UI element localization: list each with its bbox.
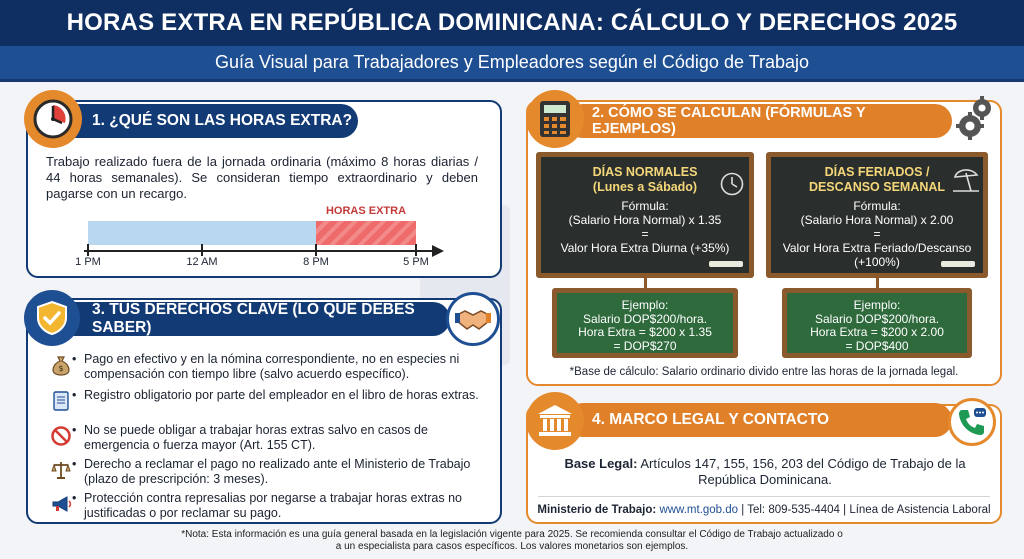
holiday-equals: = bbox=[873, 227, 881, 241]
tick-4 bbox=[415, 244, 417, 256]
normal-formula-label: Fórmula: bbox=[621, 199, 669, 213]
overtime-label: HORAS EXTRA bbox=[325, 205, 407, 217]
holiday-example-3: = DOP$400 bbox=[845, 338, 909, 353]
contact-details: | Tel: 809-535-4404 | Línea de Asistencia Laboral bbox=[738, 504, 991, 516]
chalk-piece bbox=[709, 261, 743, 267]
document-icon bbox=[50, 390, 72, 412]
scales-icon bbox=[50, 459, 72, 481]
handshake-icon bbox=[455, 305, 491, 333]
divider bbox=[538, 496, 990, 497]
calculation-base-note: *Base de cálculo: Salario ordinario divido entre las horas de la jornada legal. bbox=[569, 366, 959, 378]
holiday-result-1: Valor Hora Extra Feriado/Descanso bbox=[782, 241, 972, 255]
tick-label: 5 PM bbox=[403, 256, 429, 268]
prohibited-icon bbox=[50, 425, 72, 447]
header-bar bbox=[0, 0, 1024, 46]
section2-title: 2. CÓMO SE CALCULAN (FÓRMULAS Y EJEMPLOS) bbox=[592, 105, 866, 137]
rights-text: Protección contra represalias por negarse a trabajar horas extras no justificadas o por reclamar su pago. bbox=[84, 491, 462, 520]
normal-title-2: (Lunes a Sábado) bbox=[592, 180, 698, 194]
holiday-formula: (Salario Hora Normal) x 2.00 bbox=[800, 213, 954, 227]
contact-label: Ministerio de Trabajo: bbox=[537, 504, 657, 516]
tick-3 bbox=[315, 244, 317, 256]
subheader-bar bbox=[0, 46, 1024, 82]
section3-title-ribbon bbox=[58, 302, 450, 336]
example-normal-board bbox=[552, 288, 738, 358]
timeline-axis bbox=[84, 250, 436, 252]
money-bag-icon bbox=[50, 354, 72, 376]
timeline-bar-normal bbox=[88, 221, 316, 245]
calculator-icon bbox=[538, 99, 572, 139]
holiday-example-2: Hora Extra = $200 x 2.00 bbox=[810, 325, 944, 339]
holiday-result-2: (+100%) bbox=[854, 255, 900, 269]
gears-icon bbox=[952, 94, 1000, 142]
clock-icon bbox=[31, 97, 75, 141]
chalk-piece bbox=[941, 261, 975, 267]
clock-badge bbox=[24, 90, 82, 148]
rights-text: Pago en efectivo y en la nómina correspondiente, no en especies ni compensación con tiempo libre (salvo acuerdo específico). bbox=[84, 352, 460, 381]
tick-label: 8 PM bbox=[303, 256, 329, 268]
svg-text:$: $ bbox=[58, 364, 64, 373]
page-title: HORAS EXTRA EN REPÚBLICA DOMINICANA: CÁLCULO Y DERECHOS 2025 bbox=[66, 9, 958, 36]
holiday-title-1: DÍAS FERIADOS / bbox=[824, 165, 930, 179]
footer-line-2: a un especialista para casos específicos. Los valores monetarios son ejemplos. bbox=[335, 541, 689, 552]
contact-line bbox=[530, 504, 998, 516]
normal-title-1: DÍAS NORMALES bbox=[592, 165, 698, 179]
normal-example-2: Hora Extra = $200 x 1.35 bbox=[578, 325, 712, 339]
section1-title: 1. ¿QUÉ SON LAS HORAS EXTRA? bbox=[92, 112, 353, 129]
footer-note bbox=[0, 529, 1024, 553]
beach-umbrella-icon bbox=[951, 165, 981, 193]
shield-badge bbox=[24, 290, 80, 346]
legal-base bbox=[560, 456, 970, 488]
timeline-bar-overtime bbox=[316, 221, 416, 245]
normal-formula: (Salario Hora Normal) x 1.35 bbox=[568, 213, 722, 227]
contact-website-link[interactable]: www.mt.gob.do bbox=[659, 504, 739, 516]
section4-title-ribbon bbox=[566, 403, 952, 437]
tick-label: 12 AM bbox=[186, 256, 218, 268]
courthouse-badge bbox=[526, 392, 584, 450]
holiday-title-2: DESCANSO SEMANAL bbox=[808, 180, 946, 194]
section1-title-ribbon bbox=[58, 104, 358, 138]
normal-example-3: = DOP$270 bbox=[613, 338, 677, 353]
footer-line-1: *Nota: Esta información es una guía general basada en la legislación vigente para 2025. Se recomienda consultar el Código de Trabajo actualizado o bbox=[181, 529, 843, 540]
tick-label: 1 PM bbox=[75, 256, 101, 268]
normal-example-label: Ejemplo: bbox=[621, 298, 669, 312]
legal-base-label: Base Legal: bbox=[564, 456, 638, 471]
rights-text: No se puede obligar a trabajar horas extras salvo en casos de emergencia o fuerza mayor (Art. 155 CT). bbox=[84, 423, 428, 452]
holiday-formula-label: Fórmula: bbox=[853, 199, 901, 213]
tick-2 bbox=[201, 244, 203, 256]
courthouse-icon bbox=[536, 403, 574, 439]
shield-check-icon bbox=[33, 299, 71, 337]
normal-example-1: Salario DOP$200/hora. bbox=[582, 311, 708, 326]
handshake-badge bbox=[446, 292, 500, 346]
tick-1 bbox=[87, 244, 89, 256]
section1-description: Trabajo realizado fuera de la jornada ordinaria (máximo 8 horas diarias / 44 horas semanales). Se consideran tiempo extraordinario y deben pagarse con un recargo. bbox=[46, 154, 478, 201]
phone-icon bbox=[956, 406, 988, 438]
megaphone-icon bbox=[50, 493, 72, 515]
normal-result: Valor Hora Extra Diurna (+35%) bbox=[560, 241, 730, 255]
clock-outline-icon bbox=[719, 171, 745, 197]
chalkboard-holidays bbox=[766, 152, 988, 278]
holiday-example-1: Salario DOP$200/hora. bbox=[814, 311, 940, 326]
section3-title: 3. TUS DERECHOS CLAVE (LO QUE DEBES SABER) bbox=[92, 301, 415, 336]
section4-title: 4. MARCO LEGAL Y CONTACTO bbox=[592, 411, 830, 428]
calculator-badge bbox=[526, 90, 584, 148]
section2-title-ribbon bbox=[566, 104, 952, 138]
normal-equals: = bbox=[641, 227, 649, 241]
rights-text: Derecho a reclamar el pago no realizado ante el Ministerio de Trabajo (plazo de prescripción: 3 meses). bbox=[84, 457, 471, 486]
page-subtitle: Guía Visual para Trabajadores y Empleadores según el Código de Trabajo bbox=[214, 52, 810, 72]
holiday-example-label: Ejemplo: bbox=[853, 298, 901, 312]
legal-base-text: Artículos 147, 155, 156, 203 del Código de Trabajo de la República Dominicana. bbox=[640, 456, 966, 487]
example-holiday-board bbox=[782, 288, 972, 358]
phone-badge bbox=[948, 398, 996, 446]
rights-text: Registro obligatorio por parte del empleador en el libro de horas extras. bbox=[84, 388, 479, 402]
chalkboard-normal-days bbox=[536, 152, 754, 278]
